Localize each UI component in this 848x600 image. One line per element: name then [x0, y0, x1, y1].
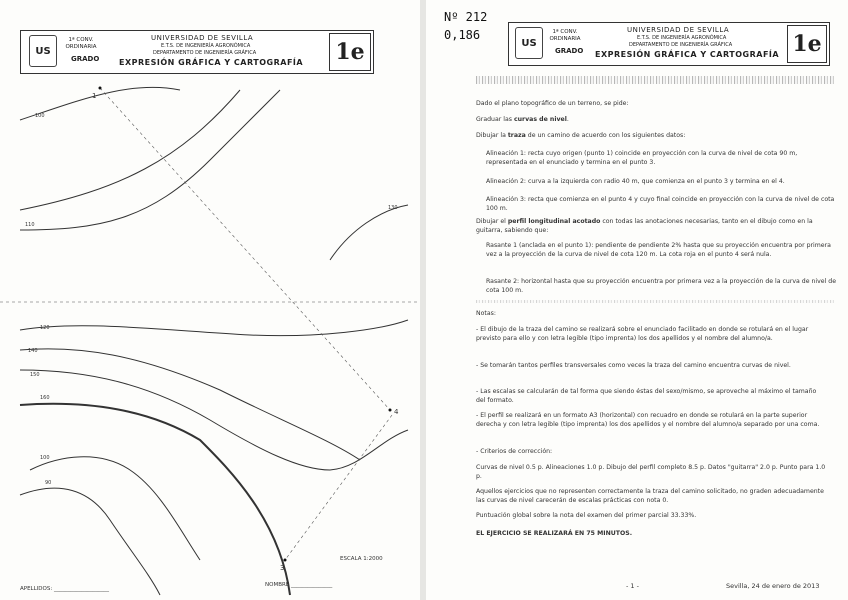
- handwritten-number: Nº 212: [444, 10, 488, 24]
- contour-110: [20, 90, 240, 210]
- tiempo: EL EJERCICIO SE REALIZARÁ EN 75 MINUTOS.: [476, 530, 633, 537]
- topographic-map: [0, 0, 420, 600]
- exam-date: Sevilla, 24 de enero de 2013: [726, 582, 820, 590]
- item-1: Graduar las curvas de nivel.: [476, 116, 569, 123]
- point-label: 3: [280, 564, 285, 572]
- contour-label: 110: [25, 222, 35, 228]
- intro-text: Dado el plano topográfico de un terreno, se pide:: [476, 100, 629, 107]
- contour-90: [30, 457, 200, 560]
- page-number: - 1 -: [626, 582, 639, 590]
- notas-title: Notas:: [476, 310, 496, 317]
- rasante-2: Rasante 2: horizontal hasta que su proyección encuentra por primera vez a la proyección de la curva de nivel de cota 100 m.: [486, 278, 837, 294]
- university-logo: US: [515, 27, 543, 59]
- point-3: [284, 559, 287, 562]
- course-badge: 1e: [787, 25, 827, 63]
- course-badge: 1e: [329, 33, 371, 71]
- contour-label: 140: [28, 348, 38, 354]
- alineacion-2: Alineación 2: curva a la izquierda con radio 40 m, que comienza en el punto 3 y termina en el 4.: [486, 178, 785, 185]
- traza-dashed-2: [285, 415, 392, 560]
- university-logo: US: [29, 35, 57, 67]
- nota-5: Aquellos ejercicios que no representen correctamente la traza del camino solicitado, no graden adecuadamente las curvas de nivel carecerán de escalas prácticas con nota 0.: [476, 488, 824, 504]
- department-name: DEPARTAMENTO DE INGENIERÍA GRÁFICA: [629, 42, 733, 48]
- scan-noise-band: [476, 76, 834, 84]
- nota-2: - Se tomarán tantos perfiles transversales como veces la traza del camino encuentra curvas de nivel.: [476, 362, 791, 369]
- item-2: Dibujar la traza de un camino de acuerdo con los siguientes datos:: [476, 132, 686, 139]
- criterios-detail: Curvas de nivel 0.5 p. Alineaciones 1.0 p. Dibujo del perfil completo 8.5 p. Datos "guitarra" 2.0 p. Punto para 1.0 p.: [476, 464, 826, 480]
- item-3: Dibujar el perfil longitudinal acotado con todas las anotaciones necesarias, tanto en el dibujo como en la guitarra, sabiendo que:: [476, 218, 813, 234]
- handwritten-score: 0,186: [444, 28, 481, 42]
- map-page: [0, 0, 420, 600]
- school-name: E.T.S. DE INGENIERÍA AGRONÓMICA: [637, 35, 727, 41]
- criterios-title: - Criterios de corrección:: [476, 448, 553, 455]
- nota-1: - El dibujo de la traza del camino se realizará sobre el enunciado facilitado en donde se rotulará en el lugar previsto para ello y con letra legible (tipo imprenta) los dos apellidos y el nombre del alumno/a.: [476, 326, 809, 342]
- contour-90-b: [20, 488, 160, 595]
- contour-label: 90: [45, 480, 52, 486]
- nota-3: - Las escalas se calcularán de tal forma que siendo éstas del sexo/mismo, se aproveche al máximo el tamaño del formato.: [476, 388, 817, 404]
- contour-label: 100: [35, 113, 45, 119]
- point-1: [99, 87, 102, 90]
- school-name: E.T.S. DE INGENIERÍA AGRONÓMICA: [161, 43, 251, 49]
- exam-header-right: [508, 22, 830, 66]
- contour-label: 130: [388, 205, 398, 211]
- grado-label: GRADO: [555, 47, 584, 55]
- department-name: DEPARTAMENTO DE INGENIERÍA GRÁFICA: [153, 50, 257, 56]
- contour-140: [330, 205, 408, 260]
- contour-label: 120: [40, 325, 50, 331]
- subject-title: EXPRESIÓN GRÁFICA Y CARTOGRAFÍA: [595, 50, 780, 59]
- point-label: 4: [394, 408, 399, 416]
- grado-label: GRADO: [71, 55, 100, 63]
- contour-label: 100: [40, 455, 50, 461]
- contour-100-bold: [20, 404, 290, 595]
- nota-4: - El perfil se realizará en un formato A3 (horizontal) con recuadro en donde se rotulará en la parte superior derecha y con letra legible (tipo imprenta) los dos apellidos y el nombre del alumno/a separado por una coma.: [476, 412, 820, 428]
- map-scale: ESCALA 1:2000: [340, 556, 383, 562]
- rasante-1: Rasante 1 (anclada en el punto 1): pendiente de pendiente 2% hasta que su proyección encuentra por primera vez a la proyección de la curva de nivel de cota 120 m. La cota roja en el punto 4 será nula.: [486, 242, 831, 258]
- alineacion-3: Alineación 3: recta que comienza en el punto 4 y cuyo final coincide en proyección con la curva de nivel de cota 100 m.: [486, 196, 835, 212]
- traza-dashed-1: [100, 88, 390, 410]
- contour-130: [20, 90, 280, 230]
- point-label: 1: [92, 92, 97, 100]
- contour-label: 150: [30, 372, 40, 378]
- nombre-label: NOMBRE _______________: [265, 582, 333, 588]
- contour-150: [20, 320, 408, 336]
- convocatoria-label: 1ª CONV. ORDINARIA: [549, 29, 581, 42]
- statement-page: [426, 0, 848, 600]
- convocatoria-label: 1ª CONV. ORDINARIA: [65, 37, 97, 50]
- fold-line: [476, 300, 834, 303]
- puntuacion: Puntuación global sobre la nota del examen del primer parcial 33.33%.: [476, 512, 697, 519]
- subject-title: EXPRESIÓN GRÁFICA Y CARTOGRAFÍA: [119, 58, 304, 67]
- point-4: [389, 409, 392, 412]
- alineacion-1: Alineación 1: recta cuyo origen (punto 1) coincide en proyección con la curva de nivel de cota 90 m, representada en el enunciado y termina en el punto 3.: [486, 150, 798, 166]
- university-name: UNIVERSIDAD DE SEVILLA: [151, 34, 254, 42]
- contour-label: 160: [40, 395, 50, 401]
- apellidos-label: APELLIDOS: ____________________: [20, 586, 109, 592]
- university-name: UNIVERSIDAD DE SEVILLA: [627, 26, 730, 34]
